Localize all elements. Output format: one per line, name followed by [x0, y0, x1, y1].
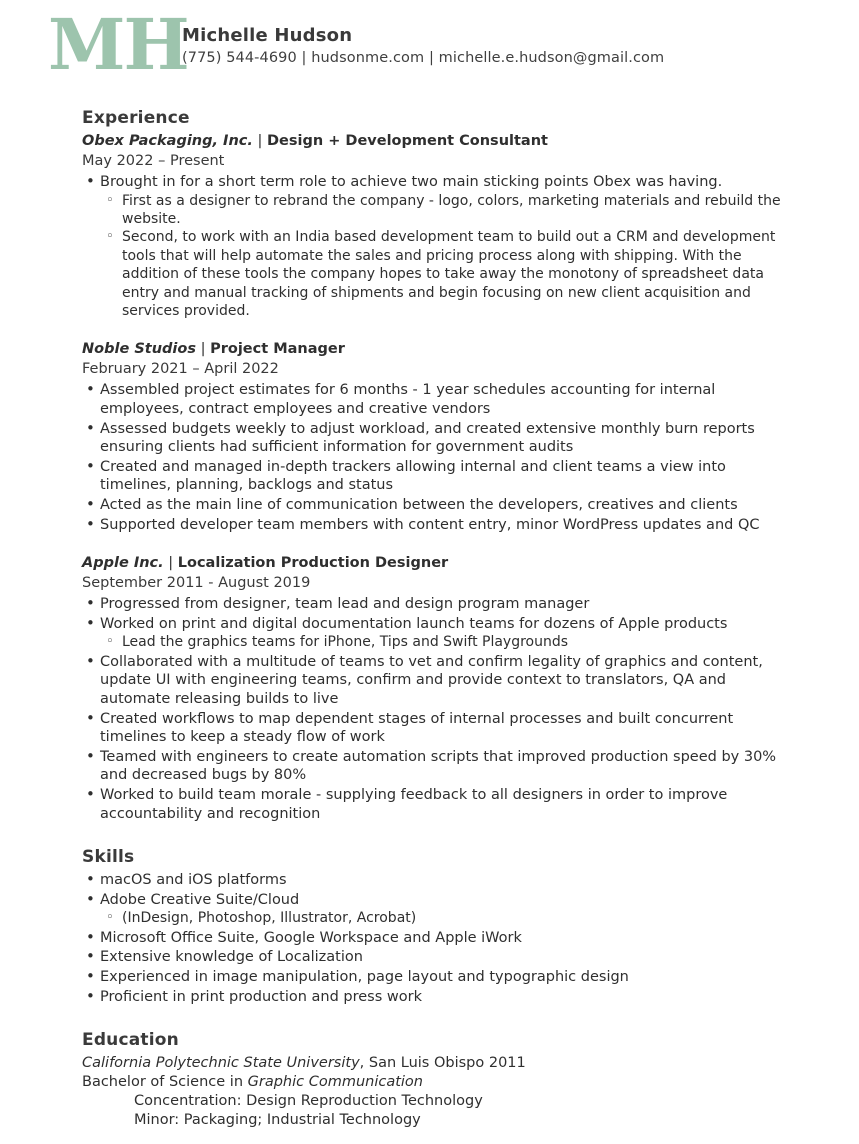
job-dates: September 2011 - August 2019	[82, 575, 311, 592]
list-item	[82, 786, 782, 823]
monogram-logo: MH	[48, 3, 188, 86]
education-degree-line	[82, 1073, 782, 1092]
job-separator: |	[163, 555, 178, 572]
job-dates: May 2022 – Present	[82, 153, 225, 169]
section-title-education: Education	[82, 1030, 179, 1051]
candidate-name: Michelle Hudson	[182, 25, 353, 46]
section-title-skills: Skills	[82, 847, 135, 868]
sub-bullet-list	[100, 909, 782, 927]
bullet-text: • Worked on print and digital documentation launch teams for dozens of Apple products	[100, 615, 728, 632]
list-item	[82, 929, 782, 948]
job-role: Project Manager	[210, 341, 345, 358]
bullet-text: • Assembled project estimates for 6 months - 1 year schedules accounting for internal employees, contract employees and creative vendors	[100, 382, 716, 418]
sub-bullet-list	[100, 633, 782, 651]
section-skills	[82, 847, 782, 1006]
list-item	[82, 710, 782, 747]
resume-content	[82, 108, 782, 1144]
bullet-text: • Adobe Creative Suite/Cloud	[100, 891, 300, 908]
job-separator: |	[252, 133, 267, 149]
education-degree-prefix: Bachelor of Science in	[82, 1074, 248, 1091]
list-item	[82, 595, 782, 614]
bullet-text: • Extensive knowledge of Localization	[100, 949, 363, 966]
list-item	[82, 988, 782, 1007]
list-item	[82, 516, 782, 535]
bullet-text: • Brought in for a short term role to achieve two main sticking points Obex was having.	[100, 174, 723, 190]
section-title-experience: Experience	[82, 108, 190, 128]
experience-entry	[82, 554, 782, 823]
bullet-text: • macOS and iOS platforms	[100, 872, 287, 889]
bullet-text: • Microsoft Office Suite, Google Workspace and Apple iWork	[100, 929, 522, 946]
bullet-text: • Supported developer team members with content entry, minor WordPress updates and QC	[100, 516, 760, 533]
job-heading	[82, 554, 782, 573]
list-item	[82, 381, 782, 418]
job-role: Design + Development Consultant	[267, 133, 548, 149]
list-item	[82, 173, 782, 320]
list-item	[82, 496, 782, 515]
bullet-text: • Created and managed in-depth trackers allowing internal and client teams a view into timelines, planning, backlogs and status	[100, 458, 726, 494]
bullet-text: • Experienced in image manipulation, page layout and typographic design	[100, 968, 629, 985]
list-item	[82, 458, 782, 495]
skills-bullet-list	[82, 871, 782, 1006]
experience-entry	[82, 340, 782, 534]
job-separator: |	[195, 341, 211, 358]
education-school-location: , San Luis Obispo 2011	[359, 1055, 526, 1072]
bullet-text: • Created workflows to map dependent stages of internal processes and built concurrent timelines to keep a steady flow of work	[100, 710, 734, 746]
section-education	[82, 1030, 782, 1130]
job-company: Apple Inc.	[82, 555, 164, 572]
bullet-text: • Acted as the main line of communication between the developers, creatives and clients	[100, 497, 738, 513]
job-heading	[82, 132, 782, 151]
contact-line: (775) 544-4690 | hudsonme.com | michelle.e.hudson@gmail.com	[182, 50, 665, 66]
job-bullet-list	[82, 595, 782, 823]
list-item: ◦ Second, to work with an India based development team to build out a CRM and development tools that will help automate the sales and pricing process along with shipping. With the addition of these tools the company hopes to take away the monotony of spreadsheet data entry and manual tracking of shipments and begin focusing on new client acquisition and services provided.	[100, 228, 782, 320]
list-item	[82, 748, 782, 785]
job-bullet-list	[82, 173, 782, 320]
job-role: Localization Production Designer	[177, 555, 449, 572]
job-company: Obex Packaging, Inc.	[82, 133, 253, 149]
job-heading	[82, 340, 782, 359]
bullet-text: • Proficient in print production and press work	[100, 988, 422, 1005]
bullet-text: • Assessed budgets weekly to adjust workload, and created extensive monthly burn reports ensuring clients had sufficient information for government audits	[100, 420, 755, 456]
list-item	[82, 968, 782, 987]
list-item: ◦ (InDesign, Photoshop, Illustrator, Acrobat)	[100, 909, 782, 927]
job-dates: February 2021 – April 2022	[82, 361, 279, 378]
list-item: ◦ Lead the graphics teams for iPhone, Tips and Swift Playgrounds	[100, 633, 782, 651]
list-item	[82, 420, 782, 457]
bullet-text: • Progressed from designer, team lead and design program manager	[100, 596, 590, 613]
bullet-text: • Teamed with engineers to create automation scripts that improved production speed by 30% and decreased bugs by 80%	[100, 748, 777, 784]
education-minor: Minor: Packaging; Industrial Technology	[134, 1112, 421, 1129]
resume-header	[0, 0, 859, 92]
education-concentration: Concentration: Design Reproduction Technology	[134, 1093, 483, 1110]
section-experience	[82, 108, 782, 823]
list-item	[82, 615, 782, 652]
sub-bullet-list	[100, 192, 782, 321]
education-major: Graphic Communication	[247, 1074, 423, 1091]
bullet-text: • Worked to build team morale - supplying feedback to all designers in order to improve accountability and recognition	[100, 786, 728, 822]
education-school: California Polytechnic State University	[82, 1055, 360, 1072]
job-bullet-list	[82, 381, 782, 534]
list-item	[82, 871, 782, 890]
list-item	[82, 891, 782, 928]
job-company: Noble Studios	[82, 341, 196, 358]
list-item	[82, 653, 782, 709]
experience-entry	[82, 132, 782, 320]
bullet-text: • Collaborated with a multitude of teams to vet and confirm legality of graphics and content, update UI with engineering teams, confirm and provide context to translators, QA and automate releasing builds to live	[100, 653, 763, 707]
list-item	[82, 948, 782, 967]
list-item: ◦ First as a designer to rebrand the company - logo, colors, marketing materials and rebuild the website.	[100, 192, 782, 229]
